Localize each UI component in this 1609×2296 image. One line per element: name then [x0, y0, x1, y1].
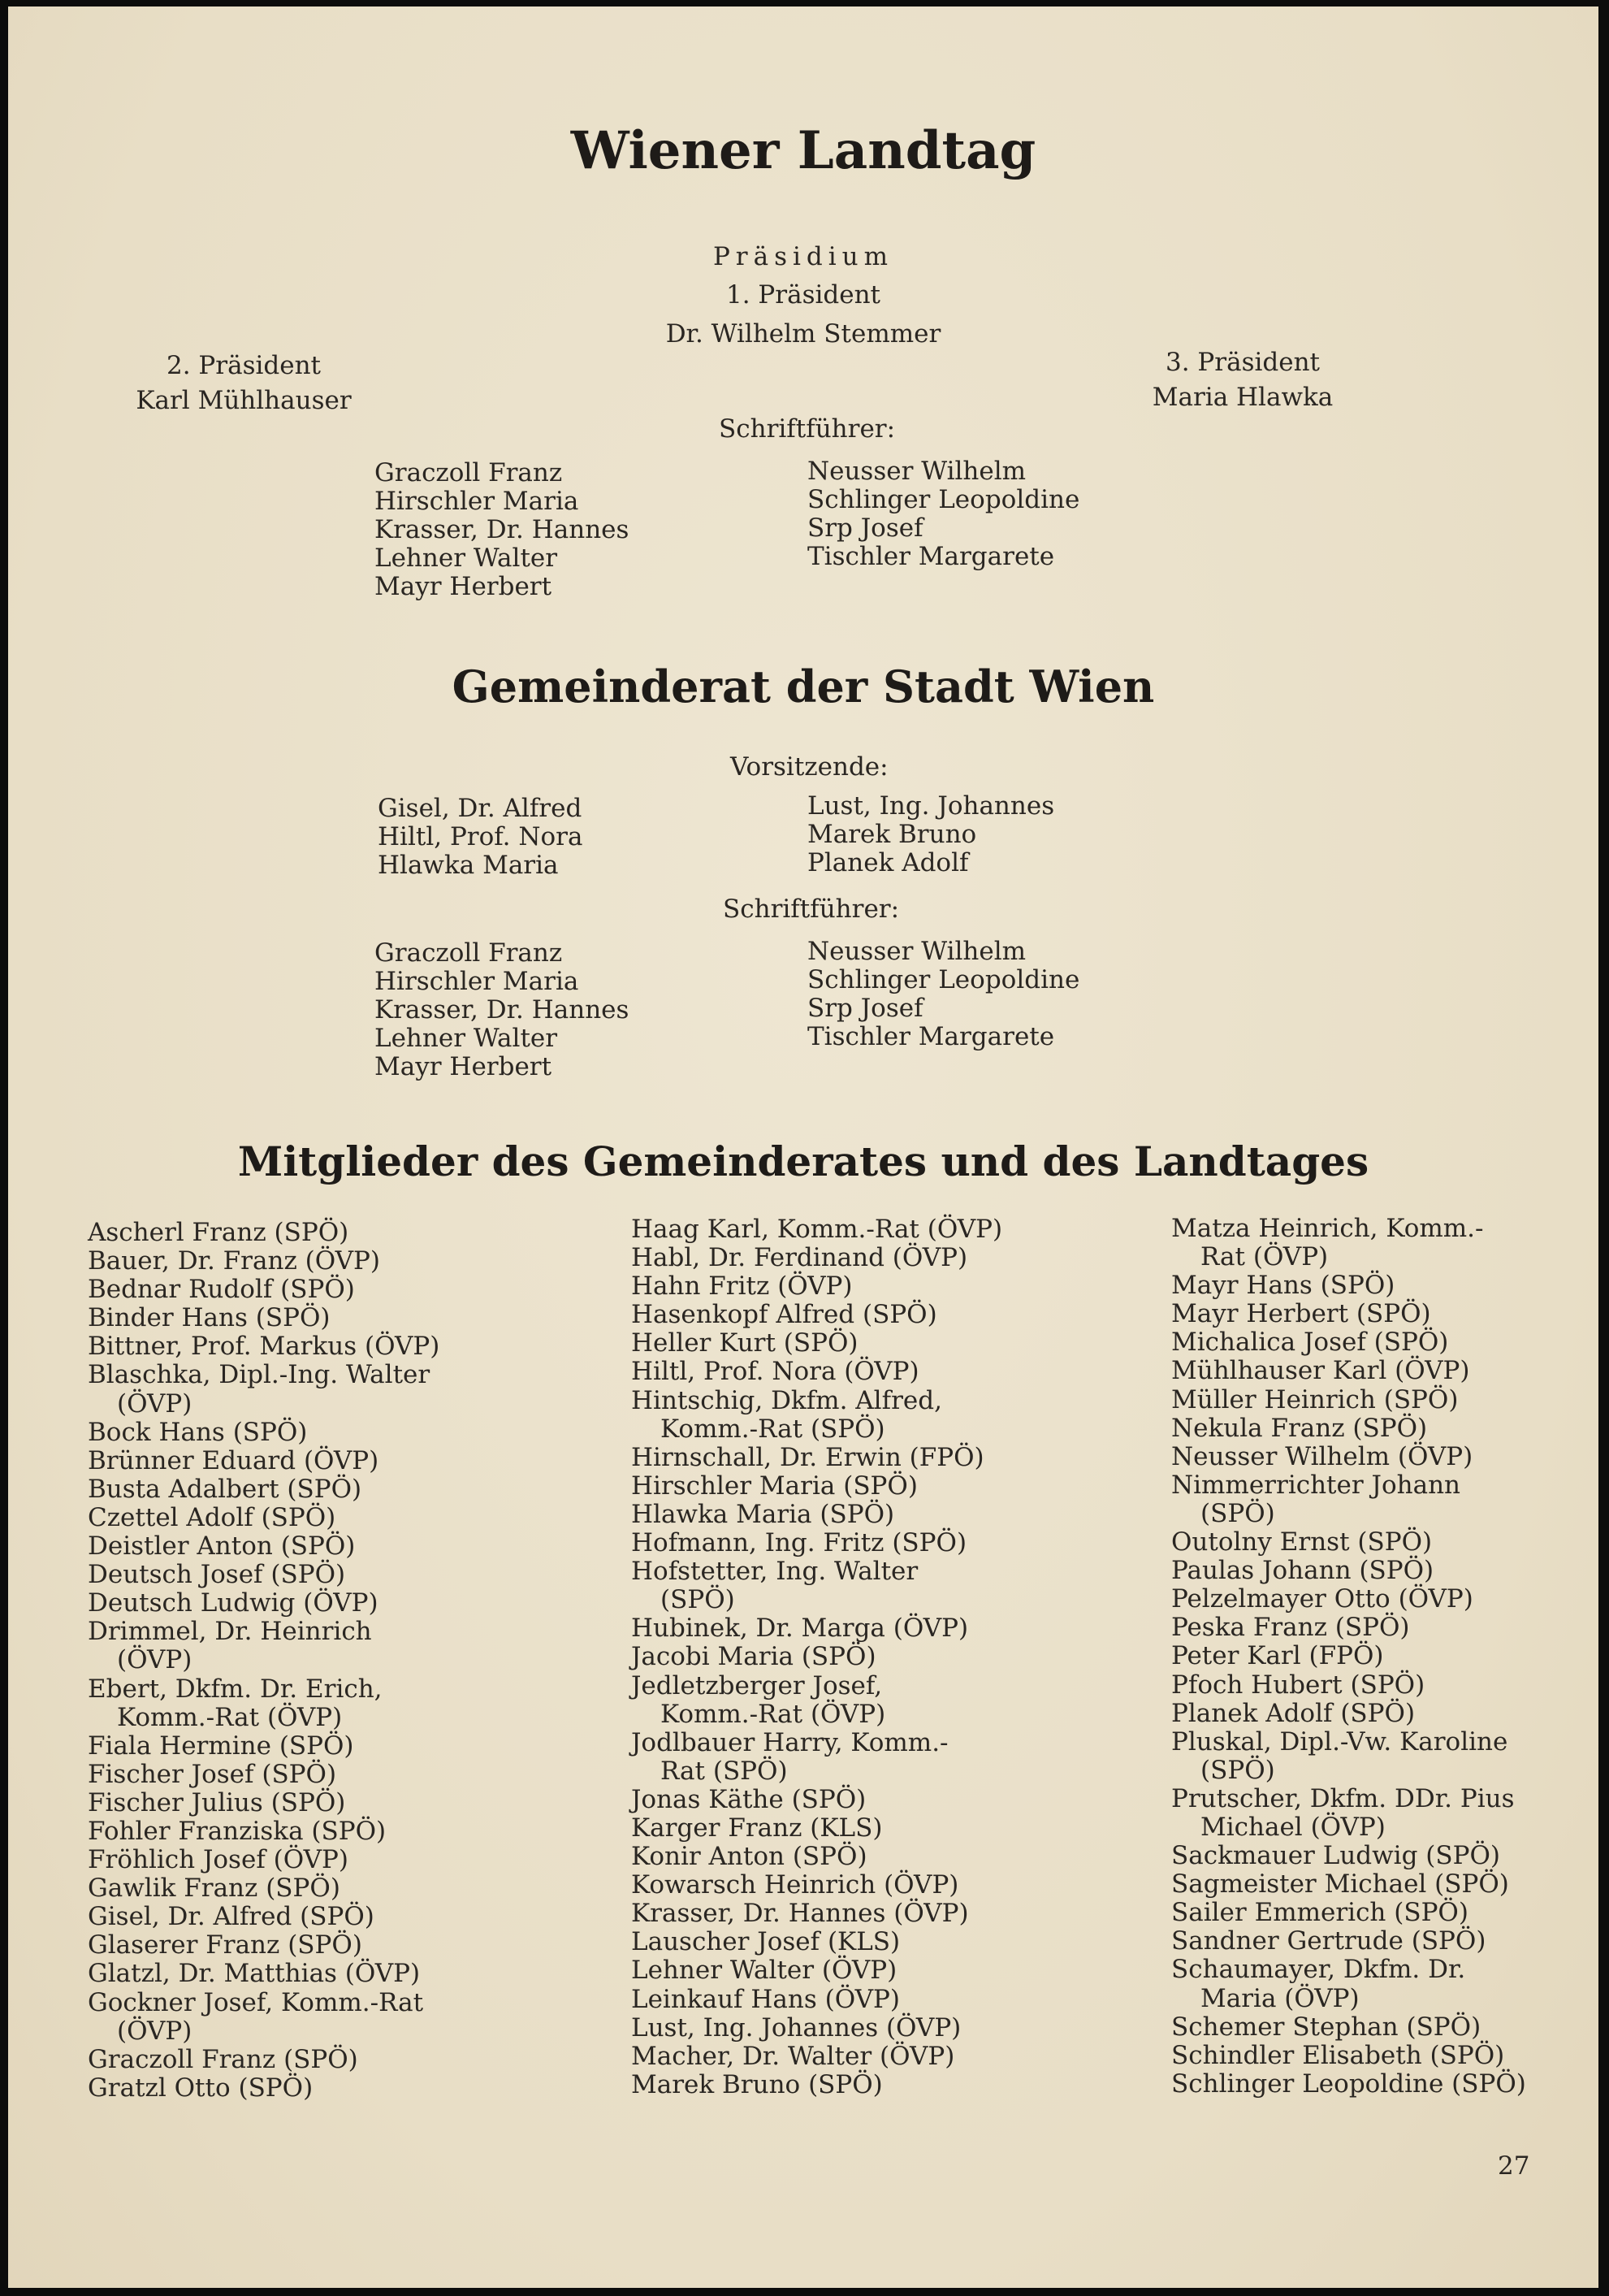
list-item: Matza Heinrich, Komm.- — [1171, 1214, 1484, 1243]
list-item: Gawlik Franz (SPÖ) — [88, 1874, 340, 1904]
list-item: Tischler Margarete — [807, 1022, 1055, 1052]
president2-name: Karl Mühlhauser — [136, 386, 352, 415]
gemeinderat-schriftfuehrer-label: Schriftführer: — [723, 895, 900, 924]
list-item: Fischer Josef (SPÖ) — [88, 1759, 337, 1789]
list-item: Gisel, Dr. Alfred (SPÖ) — [88, 1902, 374, 1932]
list-item: Krasser, Dr. Hannes (ÖVP) — [631, 1899, 969, 1929]
list-item: Macher, Dr. Walter (ÖVP) — [631, 2041, 955, 2071]
list-item: Marek Bruno — [807, 820, 977, 850]
list-item: Kowarsch Heinrich (ÖVP) — [631, 1870, 959, 1900]
list-item: Lust, Ing. Johannes — [807, 791, 1055, 821]
list-item: Krasser, Dr. Hannes — [374, 995, 629, 1025]
president3-label: 3. Präsident — [1165, 348, 1321, 377]
list-item: Bock Hans (SPÖ) — [88, 1417, 308, 1447]
list-item: Gisel, Dr. Alfred — [378, 794, 582, 823]
list-item: Brünner Eduard (ÖVP) — [88, 1445, 379, 1475]
list-item: Glaserer Franz (SPÖ) — [88, 1930, 362, 1960]
list-item: Schlinger Leopoldine — [807, 965, 1080, 995]
list-item: Hirnschall, Dr. Erwin (FPÖ) — [631, 1442, 984, 1472]
list-item: Pfoch Hubert (SPÖ) — [1171, 1670, 1425, 1700]
list-item: Hirschler Maria — [374, 967, 579, 997]
landtag-title: Wiener Landtag — [570, 120, 1036, 181]
vorsitzende-right — [807, 792, 1054, 877]
list-item: Hiltl, Prof. Nora — [378, 822, 583, 852]
list-item: Graczoll Franz — [374, 938, 563, 968]
list-item: Blaschka, Dipl.-Ing. Walter — [88, 1360, 430, 1390]
landtag-schriftfuehrer-left — [374, 459, 629, 601]
list-item: Nekula Franz (SPÖ) — [1171, 1413, 1428, 1443]
list-item: (ÖVP) — [117, 2016, 192, 2046]
list-item: Hubinek, Dr. Marga (ÖVP) — [631, 1614, 969, 1644]
list-item: Lehner Walter — [374, 544, 558, 574]
list-item: Binder Hans (SPÖ) — [88, 1303, 331, 1333]
list-item: (SPÖ) — [1200, 1498, 1275, 1528]
list-item: Glatzl, Dr. Matthias (ÖVP) — [88, 1959, 421, 1989]
list-item: Krasser, Dr. Hannes — [374, 515, 629, 545]
list-item: Deutsch Ludwig (ÖVP) — [88, 1588, 378, 1618]
list-item: Maria (ÖVP) — [1200, 1983, 1360, 2013]
list-item: Müller Heinrich (SPÖ) — [1171, 1384, 1459, 1414]
list-item: Pelzelmayer Otto (ÖVP) — [1171, 1584, 1473, 1614]
list-item: (SPÖ) — [1200, 1755, 1275, 1785]
page-number: 27 — [1498, 2151, 1530, 2181]
list-item: Peter Karl (FPÖ) — [1171, 1641, 1384, 1671]
list-item: Hlawka Maria (SPÖ) — [631, 1499, 895, 1529]
list-item: Schemer Stephan (SPÖ) — [1171, 2012, 1481, 2042]
mitglieder-column-2 — [631, 1215, 1002, 2099]
list-item: Gockner Josef, Komm.-Rat — [88, 1987, 424, 2017]
list-item: Sandner Gertrude (SPÖ) — [1171, 1926, 1486, 1956]
landtag-schriftfuehrer-right — [807, 457, 1079, 571]
gemeinderat-schriftfuehrer-left — [374, 939, 629, 1081]
list-item: Lust, Ing. Johannes (ÖVP) — [631, 2012, 962, 2043]
list-item: Drimmel, Dr. Heinrich — [88, 1617, 372, 1647]
list-item: Haag Karl, Komm.-Rat (ÖVP) — [631, 1215, 1003, 1244]
list-item: Paulas Johann (SPÖ) — [1171, 1556, 1434, 1586]
list-item: Hirschler Maria — [374, 487, 579, 517]
president1-label: 1. Präsident — [725, 280, 881, 310]
list-item: Ascherl Franz (SPÖ) — [88, 1218, 349, 1247]
list-item: Graczoll Franz (SPÖ) — [88, 2044, 358, 2074]
list-item: Mühlhauser Karl (ÖVP) — [1171, 1356, 1470, 1386]
president2-label: 2. Präsident — [166, 351, 322, 380]
list-item: Fröhlich Josef (ÖVP) — [88, 1845, 348, 1875]
list-item: Lehner Walter — [374, 1024, 558, 1054]
gemeinderat-schriftfuehrer-right — [807, 938, 1079, 1051]
list-item: Hirschler Maria (SPÖ) — [631, 1471, 918, 1501]
list-item: Michalica Josef (SPÖ) — [1171, 1328, 1449, 1358]
list-item: Outolny Ernst (SPÖ) — [1171, 1527, 1433, 1557]
list-item: Gratzl Otto (SPÖ) — [88, 2073, 314, 2103]
list-item: Hiltl, Prof. Nora (ÖVP) — [631, 1357, 919, 1387]
list-item: Ebert, Dkfm. Dr. Erich, — [88, 1674, 383, 1704]
list-item: Neusser Wilhelm (ÖVP) — [1171, 1441, 1473, 1471]
list-item: Konir Anton (SPÖ) — [631, 1842, 867, 1872]
list-item: (SPÖ) — [660, 1585, 735, 1615]
list-item: Fohler Franziska (SPÖ) — [88, 1816, 387, 1846]
list-item: Hasenkopf Alfred (SPÖ) — [631, 1300, 937, 1330]
list-item: Jodlbauer Harry, Komm.- — [631, 1727, 949, 1757]
list-item: Marek Bruno (SPÖ) — [631, 2069, 883, 2099]
list-item: Bittner, Prof. Markus (ÖVP) — [88, 1332, 440, 1362]
list-item: Habl, Dr. Ferdinand (ÖVP) — [631, 1243, 968, 1273]
list-item: Mayr Hans (SPÖ) — [1171, 1271, 1395, 1301]
list-item: Graczoll Franz — [374, 458, 563, 487]
mitglieder-column-1 — [88, 1219, 439, 2103]
list-item: Hofstetter, Ing. Walter — [631, 1557, 919, 1587]
list-item: Jedletzberger Josef, — [631, 1670, 883, 1700]
list-item: Neusser Wilhelm — [807, 457, 1027, 486]
vorsitzende-label: Vorsitzende: — [730, 752, 889, 782]
president1-name: Dr. Wilhelm Stemmer — [665, 319, 941, 349]
list-item: Peska Franz (SPÖ) — [1171, 1613, 1410, 1643]
list-item: Lehner Walter (ÖVP) — [631, 1956, 897, 1986]
list-item: Planek Adolf — [807, 848, 969, 878]
praesidium-label: Präsidium — [712, 242, 894, 271]
list-item: Komm.-Rat (ÖVP) — [660, 1699, 886, 1729]
list-item: Sagmeister Michael (SPÖ) — [1171, 1869, 1509, 1900]
list-item: Busta Adalbert (SPÖ) — [88, 1474, 362, 1504]
list-item: Schaumayer, Dkfm. Dr. — [1171, 1955, 1466, 1985]
list-item: Neusser Wilhelm — [807, 937, 1027, 966]
list-item: Deistler Anton (SPÖ) — [88, 1531, 356, 1562]
list-item: Komm.-Rat (SPÖ) — [660, 1414, 885, 1444]
list-item: Schlinger Leopoldine — [807, 485, 1080, 515]
list-item: Czettel Adolf (SPÖ) — [88, 1502, 336, 1532]
list-item: Mayr Herbert — [374, 1052, 552, 1082]
list-item: Michael (ÖVP) — [1200, 1812, 1386, 1842]
list-item: Bauer, Dr. Franz (ÖVP) — [88, 1246, 380, 1276]
list-item: Heller Kurt (SPÖ) — [631, 1328, 859, 1358]
list-item: Bednar Rudolf (SPÖ) — [88, 1275, 355, 1305]
list-item: Sailer Emmerich (SPÖ) — [1171, 1898, 1468, 1928]
list-item: Rat (ÖVP) — [1200, 1242, 1329, 1272]
list-item: Schindler Elisabeth (SPÖ) — [1171, 2040, 1505, 2070]
list-item: Tischler Margarete — [807, 542, 1055, 572]
list-item: Hlawka Maria — [378, 851, 559, 881]
landtag-schriftfuehrer-label: Schriftführer: — [719, 414, 896, 444]
mitglieder-column-3 — [1171, 1215, 1526, 2099]
list-item: Pluskal, Dipl.-Vw. Karoline — [1171, 1726, 1508, 1757]
list-item: Fischer Julius (SPÖ) — [88, 1787, 346, 1817]
list-item: Hintschig, Dkfm. Alfred, — [631, 1385, 942, 1415]
list-item: Prutscher, Dkfm. DDr. Pius — [1171, 1783, 1515, 1813]
list-item: (ÖVP) — [117, 1388, 192, 1419]
list-item: Jacobi Maria (SPÖ) — [631, 1642, 876, 1672]
list-item: Schlinger Leopoldine (SPÖ) — [1171, 2069, 1526, 2099]
list-item: Lauscher Josef (KLS) — [631, 1927, 901, 1957]
mitglieder-title: Mitglieder des Gemeinderates und des Landtages — [237, 1137, 1369, 1185]
list-item: Sackmauer Ludwig (SPÖ) — [1171, 1841, 1500, 1871]
list-item: Rat (SPÖ) — [660, 1756, 788, 1786]
list-item: Planek Adolf (SPÖ) — [1171, 1698, 1416, 1728]
list-item: Jonas Käthe (SPÖ) — [631, 1784, 867, 1814]
list-item: Mayr Herbert — [374, 572, 552, 602]
list-item: Srp Josef — [807, 513, 923, 544]
gemeinderat-title: Gemeinderat der Stadt Wien — [452, 661, 1155, 713]
list-item: Hofmann, Ing. Fritz (SPÖ) — [631, 1528, 967, 1558]
document-page — [8, 6, 1598, 2288]
president3-name: Maria Hlawka — [1152, 383, 1334, 412]
list-item: Hahn Fritz (ÖVP) — [631, 1271, 853, 1302]
list-item: Komm.-Rat (ÖVP) — [117, 1702, 343, 1732]
list-item: Mayr Herbert (SPÖ) — [1171, 1299, 1431, 1329]
list-item: Srp Josef — [807, 994, 923, 1024]
list-item: Fiala Hermine (SPÖ) — [88, 1731, 354, 1761]
list-item: (ÖVP) — [117, 1645, 192, 1675]
list-item: Nimmerrichter Johann — [1171, 1470, 1461, 1500]
list-item: Deutsch Josef (SPÖ) — [88, 1560, 346, 1590]
list-item: Karger Franz (KLS) — [631, 1813, 883, 1843]
vorsitzende-left — [378, 795, 582, 880]
list-item: Leinkauf Hans (ÖVP) — [631, 1984, 900, 2014]
